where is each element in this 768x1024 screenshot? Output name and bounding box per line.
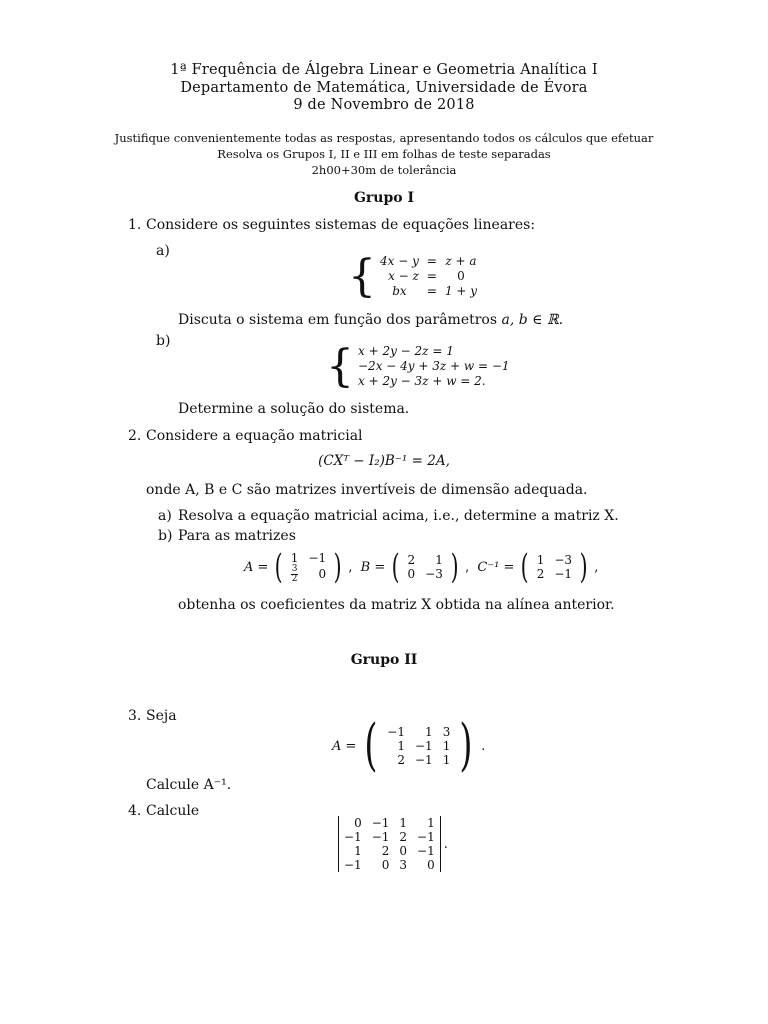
matrix-cell: 2 bbox=[536, 567, 545, 581]
matrix-cell: 2 bbox=[407, 553, 416, 567]
q2b-label: b) bbox=[158, 528, 173, 544]
matrix-cell: −3 bbox=[425, 567, 443, 581]
q2-matrices: A = ( 1 −1 $\frac{3}{2}$ 0 ) , B = ( 2 1 0 −3 ) , C⁻¹ = ( 1 −3 2 −1 ) , bbox=[244, 547, 599, 587]
matrix-cell: 3 bbox=[399, 858, 408, 872]
sys-a-rhs: 1 + y bbox=[444, 284, 478, 298]
matrix-cell: −3 bbox=[554, 553, 573, 567]
matrix-cell: −1 bbox=[414, 739, 433, 753]
department: Departamento de Matemática, Universidade de Évora bbox=[180, 80, 588, 96]
matrix-cell: −1 bbox=[344, 858, 362, 872]
matrix-cell: −1 bbox=[417, 830, 435, 844]
matrix-cinv-label: C⁻¹ = bbox=[477, 559, 515, 575]
q1a-text bbox=[178, 312, 563, 328]
q1a-label: a) bbox=[156, 243, 170, 259]
matrix-cell: 3 bbox=[442, 725, 451, 739]
matrix-cell: 1 bbox=[435, 553, 443, 567]
q2-after: onde A, B e C são matrizes invertíveis de dimensão adequada. bbox=[146, 482, 588, 498]
matrix-cell: 1 bbox=[399, 816, 408, 830]
matrix-cell: 0 bbox=[407, 567, 416, 581]
q2a-text: Resolva a equação matricial acima, i.e., determine a matriz X. bbox=[178, 508, 619, 524]
sys-a-rhs: z + a bbox=[445, 254, 477, 268]
group-1-title: Grupo I bbox=[353, 190, 415, 206]
matrix-cell: 0 bbox=[354, 816, 362, 830]
q3-matrix-block: A = ( −1 1 3 1 −1 1 2 −1 1 ) . bbox=[332, 713, 486, 778]
matrix-cell: 2 bbox=[381, 844, 390, 858]
q2-text: Considere a equação matricial bbox=[146, 428, 363, 444]
matrix-cell: −1 bbox=[417, 844, 435, 858]
q1-text: Considere os seguintes sistemas de equações lineares: bbox=[146, 217, 536, 233]
matrix-cell: −1 bbox=[387, 725, 405, 739]
matrix-cinv: ( 1 −3 2 −1 ) bbox=[521, 547, 588, 587]
sys-a-eq: = bbox=[426, 284, 437, 298]
matrix-cell: 0 bbox=[381, 858, 390, 872]
matrix-cell: 1 bbox=[427, 816, 435, 830]
system-b bbox=[326, 340, 514, 392]
q2-number: 2. bbox=[128, 428, 142, 444]
matrix-b-label: B = bbox=[360, 559, 386, 575]
matrix-cell: −1 bbox=[554, 567, 573, 581]
system-a bbox=[348, 250, 481, 302]
sys-a-lhs: 4x − y bbox=[380, 254, 419, 268]
q3-number: 3. bbox=[128, 708, 142, 724]
matrix-cell: −1 bbox=[414, 753, 433, 767]
q4-determinant: 0 −1 1 1 −1 −1 2 −1 1 2 0 −1 −1 0 3 0 . bbox=[338, 816, 448, 872]
q4-text: Calcule bbox=[146, 803, 200, 819]
matrix-cell-fraction bbox=[286, 565, 304, 584]
matrix-cell: 1 bbox=[354, 844, 362, 858]
q2b-final: obtenha os coeficientes da matriz X obtida na alínea anterior. bbox=[178, 597, 615, 613]
q3-calc: Calcule A⁻¹. bbox=[146, 777, 232, 793]
matrix-b: ( 2 1 0 −3 ) bbox=[391, 547, 459, 587]
matrix-cell: 2 bbox=[397, 753, 405, 767]
matrix-cell: 0 bbox=[427, 858, 435, 872]
determinant-matrix bbox=[338, 816, 441, 872]
q3-text: Seja bbox=[146, 708, 177, 724]
matrix-a-label: A = bbox=[244, 559, 269, 575]
q1a-params: a, b ∈ ℝ. bbox=[501, 312, 564, 328]
sys-a-lhs: x − z bbox=[388, 269, 419, 283]
matrix-a3-label: A = bbox=[332, 738, 357, 754]
sys-a-eq: = bbox=[426, 269, 437, 283]
matrix-cell: 1 bbox=[425, 725, 433, 739]
instruction-2: Resolva os Grupos I, II e III em folhas de teste separadas bbox=[217, 147, 551, 161]
matrix-cell: 1 bbox=[397, 739, 405, 753]
matrix-cell: −1 bbox=[371, 816, 390, 830]
exam-date: 9 de Novembro de 2018 bbox=[293, 97, 475, 113]
matrix-cell: 1 bbox=[290, 550, 299, 565]
q1b-text: Determine a solução do sistema. bbox=[178, 401, 410, 417]
matrix-cell: −1 bbox=[371, 830, 390, 844]
matrix-cell: 0 bbox=[399, 844, 408, 858]
q2b-text: Para as matrizes bbox=[178, 528, 296, 544]
q4-number: 4. bbox=[128, 803, 142, 819]
sys-b-eq: −2x − 4y + 3z + w = −1 bbox=[358, 359, 510, 373]
group-2-title: Grupo II bbox=[350, 652, 418, 668]
matrix-cell: 1 bbox=[442, 753, 451, 767]
left-brace-icon: { bbox=[348, 250, 376, 302]
matrix-cell: 0 bbox=[318, 567, 327, 581]
sys-b-eq: x + 2y − 2z = 1 bbox=[358, 344, 454, 358]
sys-a-rhs: 0 bbox=[457, 269, 465, 283]
left-brace-icon: { bbox=[326, 340, 354, 392]
fraction-three-halves: $\frac{3}{2}$ bbox=[291, 563, 298, 584]
q2-equation: (CXᵀ − I₂)B⁻¹ = 2A, bbox=[318, 453, 450, 469]
sys-a-lhs: bx bbox=[392, 284, 407, 298]
sys-a-eq: = bbox=[426, 254, 437, 268]
matrix-cell: 1 bbox=[442, 739, 451, 753]
q1-number: 1. bbox=[128, 217, 142, 233]
q1a-statement: Discuta o sistema em função dos parâmetros bbox=[178, 312, 498, 328]
q1b-label: b) bbox=[156, 333, 171, 349]
instruction-3: 2h00+30m de tolerância bbox=[311, 163, 457, 177]
instruction-1: Justifique convenientemente todas as respostas, apresentando todos os cálculos que efetuar bbox=[114, 131, 654, 145]
matrix-cell: 2 bbox=[399, 830, 408, 844]
exam-title: 1ª Frequência de Álgebra Linear e Geometria Analítica I bbox=[170, 62, 598, 78]
system-a-table bbox=[376, 254, 481, 299]
matrix-a3: ( −1 1 3 1 −1 1 2 −1 1 ) bbox=[364, 713, 473, 778]
matrix-cell: −1 bbox=[344, 830, 362, 844]
sys-b-eq: x + 2y − 3z + w = 2. bbox=[358, 374, 486, 388]
matrix-cell: −1 bbox=[308, 550, 327, 565]
matrix-a: ( 1 −1 $\frac{3}{2}$ 0 ) bbox=[275, 547, 342, 587]
q2a-label: a) bbox=[158, 508, 172, 524]
matrix-cell: 1 bbox=[536, 553, 545, 567]
system-b-table bbox=[354, 344, 514, 389]
